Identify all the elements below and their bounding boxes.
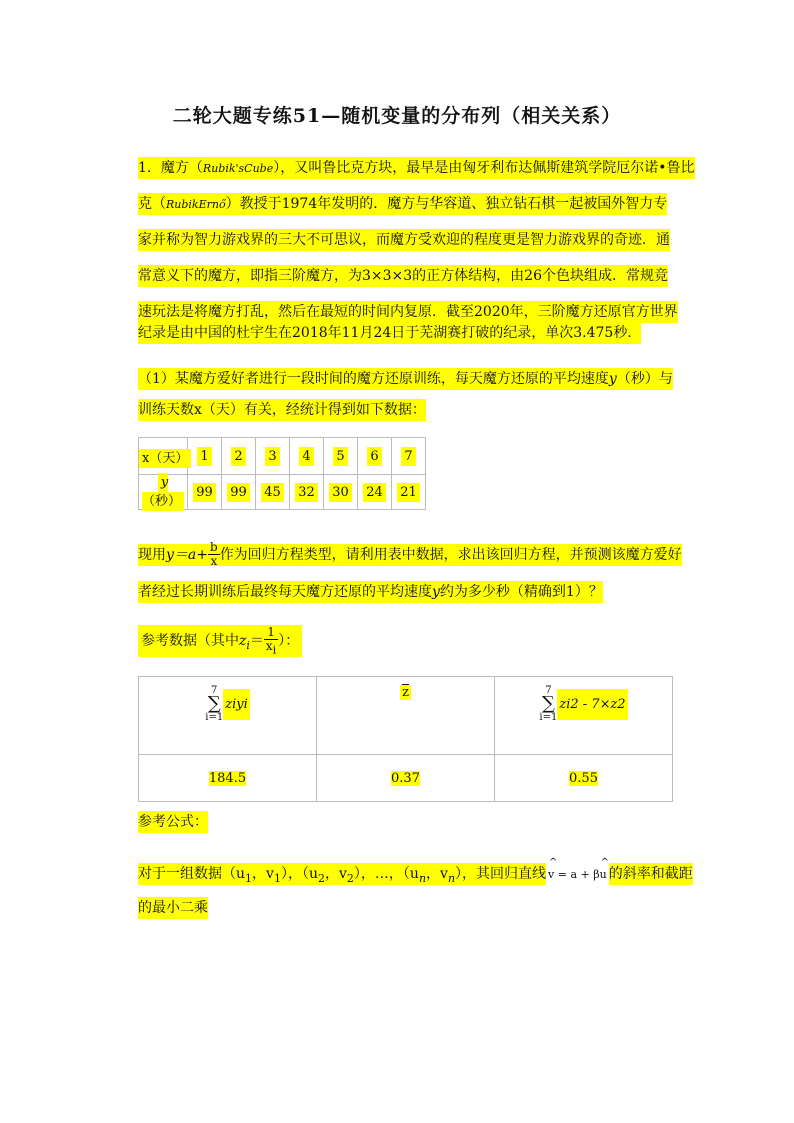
formula-label: 参考公式： bbox=[138, 810, 208, 834]
x-value-cell: 2 bbox=[222, 438, 256, 475]
regression-equation: ^ v = a + β^ u bbox=[546, 868, 609, 881]
intro-line-4: 常意义下的魔方，即指三阶魔方，为3×3×3的正方体结构，由26个色块组成．常规竞 bbox=[138, 264, 668, 288]
reference-table bbox=[138, 676, 673, 802]
x-value-cell: 6 bbox=[358, 438, 392, 475]
y-value-cell: 99 bbox=[222, 475, 256, 510]
intro-line-2: 克（RubikErnő）教授于1974年发明的．魔方与华容道、独立钻石棋一起被国外智力专 bbox=[138, 192, 667, 217]
x-header-cell: x（天） bbox=[139, 438, 188, 475]
intro-line-3: 家并称为智力游戏界的三大不可思议，而魔方受欢迎的程度更是智力游戏界的奇迹．通 bbox=[138, 228, 670, 252]
sigma-symbol: 7 ∑ i=1 bbox=[539, 685, 558, 723]
model-line-2: 者经过长期训练后最终每天魔方还原的平均速度y约为多少秒（精确到1）？ bbox=[138, 580, 603, 604]
model-fraction: $\frac{b}{x}$ bbox=[210, 540, 218, 568]
reference-fraction: $\frac{1}{x_i}$ bbox=[265, 625, 277, 657]
ref-value-cell: 0.55 bbox=[495, 755, 673, 802]
model-line-1: 现用y＝a+ $\frac{b}{x}$ 作为回归方程类型，请利用表中数据，求出该回归方程，并预测该魔方爱好 bbox=[138, 540, 682, 568]
x-value-cell: 3 bbox=[256, 438, 290, 475]
intro-line-1: 1．魔方（Rubik'sCube），又叫鲁比克方块，最早是由匈牙利布达佩斯建筑学院厄尔诺•鲁比 bbox=[138, 156, 695, 181]
formula-line-1: 对于一组数据（$u_1$，$v_1$），（$u_2$，$v_2$），…，（$u_n$，$v_n$），其回归直线 ^ v = a + β^ u 的斜率和截距 bbox=[138, 862, 693, 891]
data-table-row-y bbox=[139, 475, 426, 510]
reference-table-value-row bbox=[139, 755, 673, 802]
x-value-cell: 7 bbox=[392, 438, 426, 475]
part1-line-1: （1）某魔方爱好者进行一段时间的魔方还原训练，每天魔方还原的平均速度y（秒）与 bbox=[138, 367, 673, 391]
x-value-cell: 1 bbox=[188, 438, 222, 475]
y-value-cell: 24 bbox=[358, 475, 392, 510]
x-value-cell: 5 bbox=[324, 438, 358, 475]
ref-header-sum-zy: 7 ∑ i=1ziyi bbox=[139, 677, 317, 755]
data-table bbox=[138, 437, 426, 510]
reference-table-header-row bbox=[139, 677, 673, 755]
data-table-row-x bbox=[139, 438, 426, 475]
reference-label: 参考数据（其中$z_i=$ $\frac{1}{x_i}$ ）： bbox=[138, 626, 302, 658]
x-value-cell: 4 bbox=[290, 438, 324, 475]
page-title: 二轮大题专练51—随机变量的分布列（相关关系） bbox=[172, 105, 622, 127]
ref-value-cell: 184.5 bbox=[139, 755, 317, 802]
sigma-symbol: 7 ∑ i=1 bbox=[205, 685, 224, 723]
y-value-cell: 30 bbox=[324, 475, 358, 510]
part1-line-2: 训练天数x（天）有关，经统计得到如下数据： bbox=[138, 398, 426, 422]
y-value-cell: 32 bbox=[290, 475, 324, 510]
ref-header-zbar: $\overline{z}$ bbox=[317, 677, 495, 755]
y-header-cell: y（秒） bbox=[139, 475, 188, 510]
y-value-cell: 99 bbox=[188, 475, 222, 510]
intro-line-6: 纪录是由中国的杜宇生在2018年11月24日于芜湖赛打破的纪录，单次3.475秒． bbox=[138, 321, 641, 345]
formula-line-2: 的最小二乘 bbox=[138, 896, 208, 920]
intro-line-5: 速玩法是将魔方打乱，然后在最短的时间内复原．截至2020年，三阶魔方还原官方世界 bbox=[138, 300, 678, 324]
ref-value-cell: 0.37 bbox=[317, 755, 495, 802]
y-value-cell: 21 bbox=[392, 475, 426, 510]
y-value-cell: 45 bbox=[256, 475, 290, 510]
ref-header-sum-z2: 7 ∑ i=1zi2 - 7×z2 bbox=[495, 677, 673, 755]
